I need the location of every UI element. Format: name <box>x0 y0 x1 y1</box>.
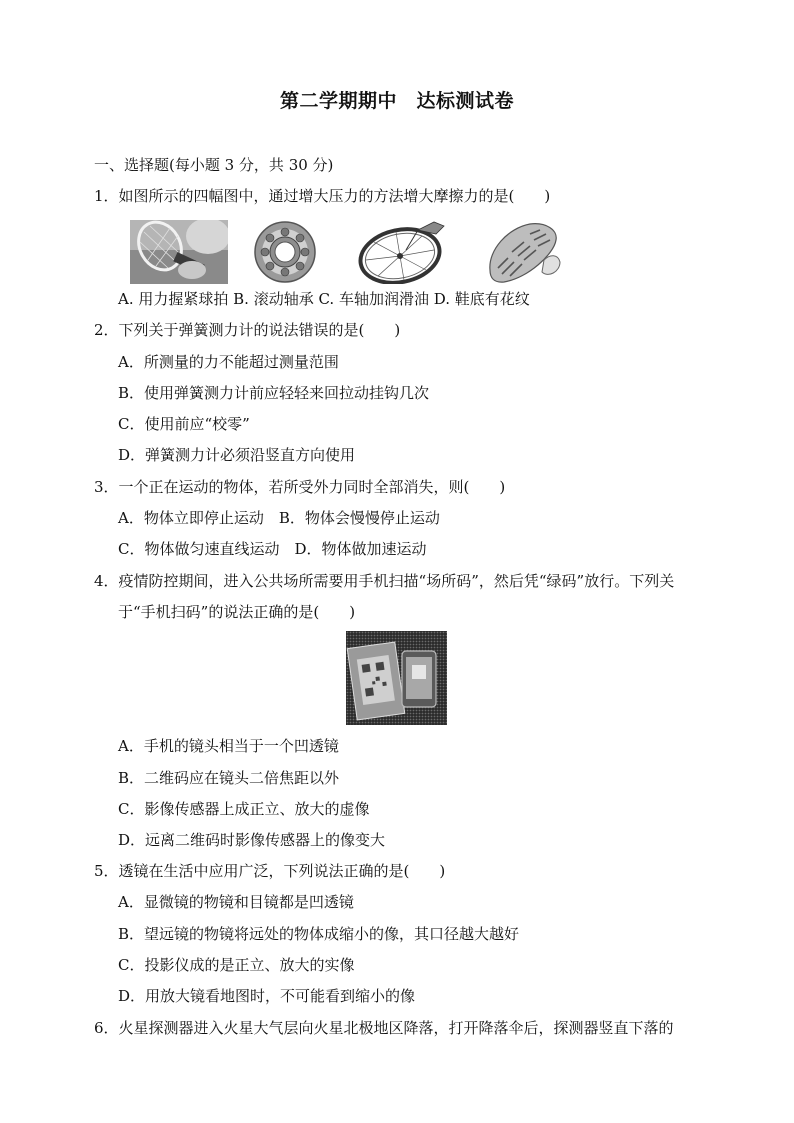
question-3-stem: 3．一个正在运动的物体，若所受外力同时全部消失，则( ) <box>94 478 506 496</box>
page-title: 第二学期期中 达标测试卷 <box>279 90 514 112</box>
question-4-option-a: A．手机的镜头相当于一个凹透镜 <box>118 737 339 755</box>
question-2-option-c: C．使用前应“校零” <box>118 415 250 433</box>
question-4-option-b: B．二维码应在镜头二倍焦距以外 <box>118 769 340 787</box>
question-5-option-c: C．投影仪成的是正立、放大的实像 <box>118 956 355 974</box>
question-2-option-b: B．使用弹簧测力计前应轻轻来回拉动挂钩几次 <box>118 384 430 402</box>
question-1-captions: A. 用力握紧球拍 B. 滚动轴承 C. 车轴加润滑油 D. 鞋底有花纹 <box>118 290 530 308</box>
question-5-option-a: A．显微镜的物镜和目镜都是凹透镜 <box>118 893 354 911</box>
question-6-stem: 6．火星探测器进入火星大气层向火星北极地区降落，打开降落伞后，探测器竖直下落的 <box>94 1019 674 1037</box>
question-4-option-d: D．远离二维码时影像传感器上的像变大 <box>118 831 386 849</box>
question-5-option-b: B．望远镜的物镜将远处的物体成缩小的像，其口径越大越好 <box>118 925 520 943</box>
question-4-stem-line-2: 于“手机扫码”的说法正确的是( ) <box>118 603 356 621</box>
question-2-option-a: A．所测量的力不能超过测量范围 <box>118 353 339 371</box>
shoe-sole-image <box>484 220 562 284</box>
question-2-stem: 2．下列关于弹簧测力计的说法错误的是( ) <box>94 321 401 339</box>
question-5-option-d: D．用放大镜看地图时，不可能看到缩小的像 <box>118 987 416 1005</box>
question-3-options-cd: C．物体做匀速直线运动 D．物体做加速运动 <box>118 540 427 558</box>
tennis-racket-image <box>130 220 228 284</box>
question-2-option-d: D．弹簧测力计必须沿竖直方向使用 <box>118 446 356 464</box>
question-4-option-c: C．影像传感器上成正立、放大的虚像 <box>118 800 370 818</box>
question-3-options-ab: A．物体立即停止运动 B．物体会慢慢停止运动 <box>118 509 440 527</box>
ball-bearing-image <box>252 220 318 284</box>
question-5-stem: 5．透镜在生活中应用广泛，下列说法正确的是( ) <box>94 862 446 880</box>
question-1-stem: 1．如图所示的四幅图中，通过增大压力的方法增大摩擦力的是( ) <box>94 187 551 205</box>
bicycle-wheel-image <box>356 220 448 284</box>
section-heading: 一、选择题(每小题 3 分，共 30 分) <box>94 156 334 174</box>
phone-scan-qr-image <box>346 631 447 725</box>
question-4-stem-line-1: 4．疫情防控期间，进入公共场所需要用手机扫描“场所码”，然后凭“绿码”放行。下列关 <box>94 572 675 590</box>
